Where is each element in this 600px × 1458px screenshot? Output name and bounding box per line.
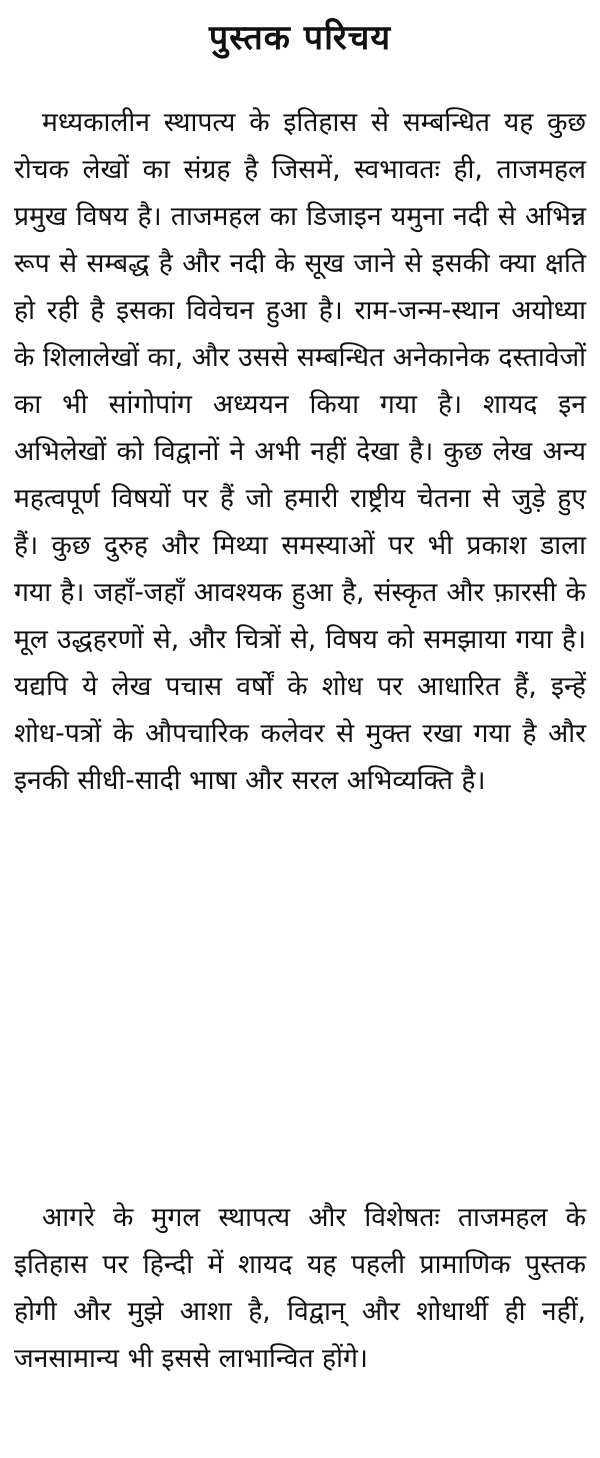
paragraph-2: आगरे के मुगल स्थापत्य और विशेषतः ताजमहल के इतिहास पर हिन्दी में शायद यह पहली प्रामाणिक पुस्तक होगी और मुझे आशा है, विद्वान् और शोधार्थी ही नहीं, जनसामान्य भी इससे लाभान्वित होंगे।	[14, 1202, 586, 1374]
paragraph-1: मध्यकालीन स्थापत्य के इतिहास से सम्बन्धित यह कुछ रोचक लेखों का संग्रह है जिसमें, स्वभावतः ही, ताजमहल प्रमुख विषय है। ताजमहल का डिजाइन यमुना नदी से अभिन्न रूप से सम्बद्ध है और नदी के सूख जाने से इसकी क्या क्षति हो रही है इसका विवेचन हुआ है। राम-जन्म-स्थान अयोध्या के शिलालेखों का, और उससे सम्बन्धित अनेकानेक दस्तावेजों का भी सांगोपांग अध्ययन किया गया है। शायद इन अभिलेखों को विद्वानों ने अभी नहीं देखा है। कुछ लेख अन्य महत्वपूर्ण विषयों पर हैं जो हमारी राष्ट्रीय चेतना से जुड़े हुए हैं। कुछ दुरुह और मिथ्या समस्याओं पर भी प्रकाश डाला गया है। जहाँ-जहाँ आवश्यक हुआ है, संस्कृत और फ़ारसी के मूल उद्धहरणों से, और चित्रों से, विषय को समझाया गया है। यद्यपि ये लेख पचास वर्षों के शोध पर आधारित हैं, इन्हें शोध-पत्रों के औपचारिक कलेवर से मुक्त रखा गया है और इनकी सीधी-सादी भाषा और सरल अभिव्यक्ति है।	[14, 107, 586, 796]
page-title: पुस्तक परिचय	[208, 18, 392, 58]
